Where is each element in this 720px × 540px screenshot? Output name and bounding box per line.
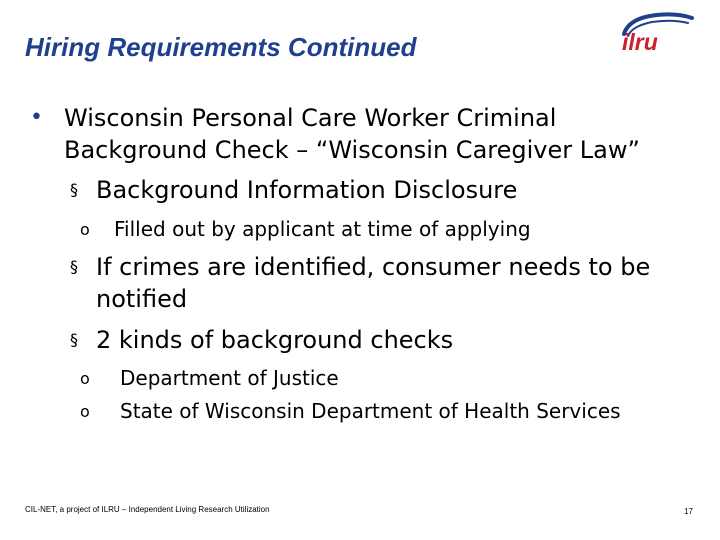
sub-sub-bullet-text: State of Wisconsin Department of Health Services xyxy=(120,399,621,423)
sub-bullet-text: notified xyxy=(96,285,188,313)
svg-text:ilru: ilru xyxy=(622,29,658,54)
sub-bullet-text: If crimes are identified, consumer needs to be xyxy=(96,253,651,281)
square-bullet-icon: § xyxy=(70,180,78,199)
bullet-text: Background Check – “Wisconsin Caregiver Law” xyxy=(64,136,640,164)
page-number: 17 xyxy=(684,507,693,516)
circle-bullet-icon: o xyxy=(80,220,90,239)
sub-bullet-text: Background Information Disclosure xyxy=(96,176,518,204)
sub-bullet-text: 2 kinds of background checks xyxy=(96,326,454,354)
square-bullet-icon: § xyxy=(70,257,78,276)
bullet-text: Wisconsin Personal Care Worker Criminal xyxy=(64,104,557,132)
sub-sub-bullet-text: Department of Justice xyxy=(120,366,339,390)
slide-title: Hiring Requirements Continued xyxy=(25,32,417,62)
square-bullet-icon: § xyxy=(70,330,78,349)
slide-footer: CIL-NET, a project of ILRU – Independent Living Research Utilization xyxy=(25,505,270,514)
sub-sub-bullet-text: Filled out by applicant at time of applying xyxy=(114,217,531,241)
circle-bullet-icon: o xyxy=(80,369,90,388)
circle-bullet-icon: o xyxy=(80,402,90,421)
dot-bullet-icon: • xyxy=(30,105,43,130)
